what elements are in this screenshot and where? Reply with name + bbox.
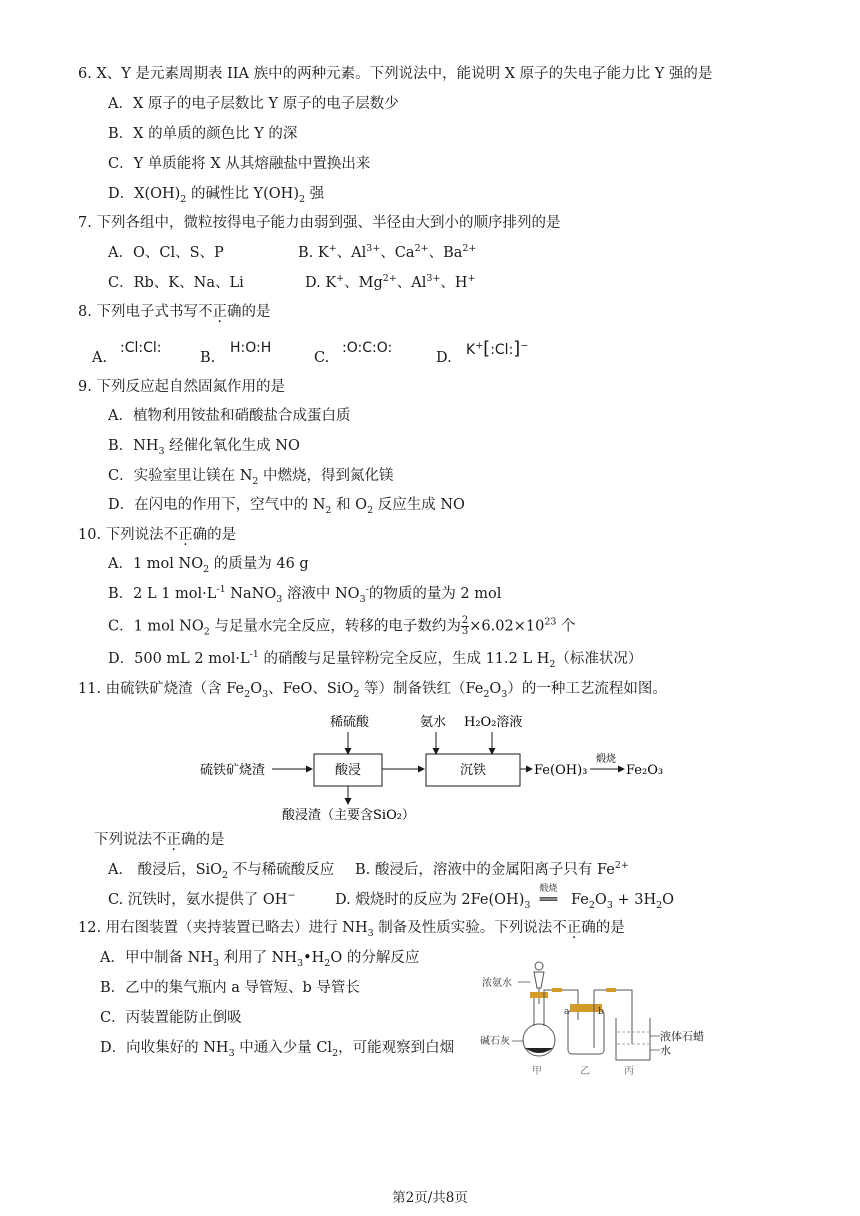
label-jia: 甲 [532,1066,542,1077]
q7-option-b: B. K+、$Al^{3+}$、$Ca^{2+}$、$Ba^{2+}$ [298,243,477,261]
q12-stem: 12. 用右图装置（夹持装置已略去）进行 $NH_3$ 制备及性质实验。下列说法不正确的是 [78,920,625,939]
page-footer: 第2页/共8页 [392,1190,468,1206]
q8-stem: 8. 下列电子式书写不正确的是 [78,304,271,320]
product-iron-hydroxide: Fe(OH)₃ [534,763,588,778]
reagent-h2o2: H₂O₂溶液 [464,715,523,730]
box-iron-precipitation-label: 沉铁 [460,763,487,778]
q7-option-a: A．O、Cl、S、P [108,245,224,261]
q9-option-d: D．在闪电的作用下，空气中的 $N_2$ 和 $O_2$ 反应生成 NO [108,497,465,516]
q12-option-a: A．甲中制备 $NH_3$ 利用了 $NH_3•H_2O$ 的分解反应 [100,950,420,969]
q8-label-a: A. [92,350,108,366]
emphasis-text: 不正确 [197,304,242,320]
q12-option-c: C．丙装置能防止倒吸 [100,1010,242,1026]
label-lime: 碱石灰 [480,1036,510,1047]
q10-option-b: B．2 L 1 $mol\cdot L^{-1}$ NaNO$_3$ 溶液中 $NO_3^-$的物质的量为 2 mol [108,584,502,605]
q11-option-a: A． 酸浸后，SiO$_2$ 不与稀硫酸反应 [108,862,335,881]
calcination-label: 煅烧 [596,754,616,765]
start-material: 硫铁矿烧渣 [200,763,266,778]
q6-option-d: D．$X(OH)_2$ 的碱性比 $Y(OH)_2$ 强 [108,186,325,205]
q7-option-d: D. K+、$Mg^{2+}$、$Al^{3+}$、H+ [305,273,476,291]
q11-stem: 11. 由硫铁矿烧渣（含 $Fe_2O_3$、FeO、SiO$_2$ 等）制备铁红$(Fe_2O_3)$的一种工艺流程如图。 [78,681,667,700]
q11-sub-stem: 下列说法不正确的是 [94,832,225,848]
beaker-bing [616,1018,650,1060]
q11-option-c: C. 沉铁时，氨水提供了 OH− [108,890,296,908]
q8-formula-c: :O:C:O: [342,340,393,356]
emphasis-text: 不正确 [152,832,196,848]
q9-option-b: B．$NH_3$ 经催化氧化生成 NO [108,438,300,457]
q10-option-c: C．1 mol $NO_2$ 与足量水完全反应，转移的电子数约为 $\frac{2}{3}$ $\times 6.02\times 10^{23}$ 个 [108,615,576,638]
q10-option-d: D．500 mL 2 $mol\cdot L^{-1}$ 的硝酸与足量锌粉完全反应，生成 11.2 L $H_2$（标准状况） [108,649,643,670]
q7-option-c: C．Rb、K、Na、Li [108,275,244,291]
reaction-arrow: 煅烧 ══ [539,884,558,908]
residue-label: 酸浸渣（主要含SiO₂） [282,808,415,823]
q6-option-c: C．Y 单质能将 X 从其熔融盐中置换出来 [108,156,371,172]
q8-label-c: C. [314,350,330,366]
label-a: a [564,1007,570,1017]
q11-option-b: B. 酸浸后，溶液中的金属阳离子只有 $Fe^{2+}$ [355,860,629,878]
label-b: b [598,1007,604,1017]
q9-stem: 9. 下列反应起自然固氮作用的是 [78,379,285,395]
q6-option-a: A．X 原子的电子层数比 Y 原子的电子层数少 [108,96,399,112]
q12-option-d: D．向收集好的 $NH_3$ 中通入少量 $Cl_2$，可能观察到白烟 [100,1040,455,1059]
q8-formula-b: H:O:H [230,340,272,356]
q8-label-d: D. [436,350,452,366]
reagent-ammonia: 氨水 [420,715,447,730]
emphasis-text: 不正确 [552,920,596,936]
label-paraffin: 液体石蜡 [660,1030,704,1043]
label-bing: 丙 [624,1066,634,1077]
q8-label-b: B. [200,350,216,366]
process-flow-diagram [196,706,676,826]
q8-formula-a: :Cl:Cl: [120,340,162,356]
label-yi: 乙 [580,1066,590,1077]
q7-stem: 7. 下列各组中，微粒按得电子能力由弱到强、半径由大到小的顺序排列的是 [78,215,561,231]
q10-option-a: A．1 mol $NO_2$ 的质量为 46 g [108,556,309,575]
box-acid-leach-label: 酸浸 [335,763,362,778]
product-iron-oxide: Fe₂O₃ [626,763,664,778]
fraction: $\frac{2}{3}$ [461,615,469,637]
label-water: 水 [660,1044,671,1057]
separatory-funnel [534,972,544,988]
reagent-sulfuric-acid: 稀硫酸 [330,715,370,730]
q8-formula-d: K+[:Cl:]− [466,338,529,359]
q10-stem: 10. 下列说法不正确的是 [78,527,237,543]
q11-option-d: D. 煅烧时的反应为 $2Fe(OH)_3$ 煅烧 ══ $Fe_2O_3 + 3H_2O$ [335,884,675,911]
label-ammonia: 浓氨水 [482,978,512,989]
apparatus-diagram [474,960,714,1080]
q9-option-a: A．植物利用铵盐和硝酸盐合成蛋白质 [108,408,351,424]
q12-option-b: B．乙中的集气瓶内 a 导管短、b 导管长 [100,980,360,996]
emphasis-text: 不正确 [163,527,208,543]
q6-stem: 6. X、Y 是元素周期表 IIA 族中的两种元素。下列说法中，能说明 X 原子的失电子能力比 Y 强的是 [78,66,713,82]
q9-option-c: C．实验室里让镁在 $N_2$ 中燃烧，得到氮化镁 [108,468,394,487]
q6-option-b: B．X 的单质的颜色比 Y 的深 [108,126,298,142]
